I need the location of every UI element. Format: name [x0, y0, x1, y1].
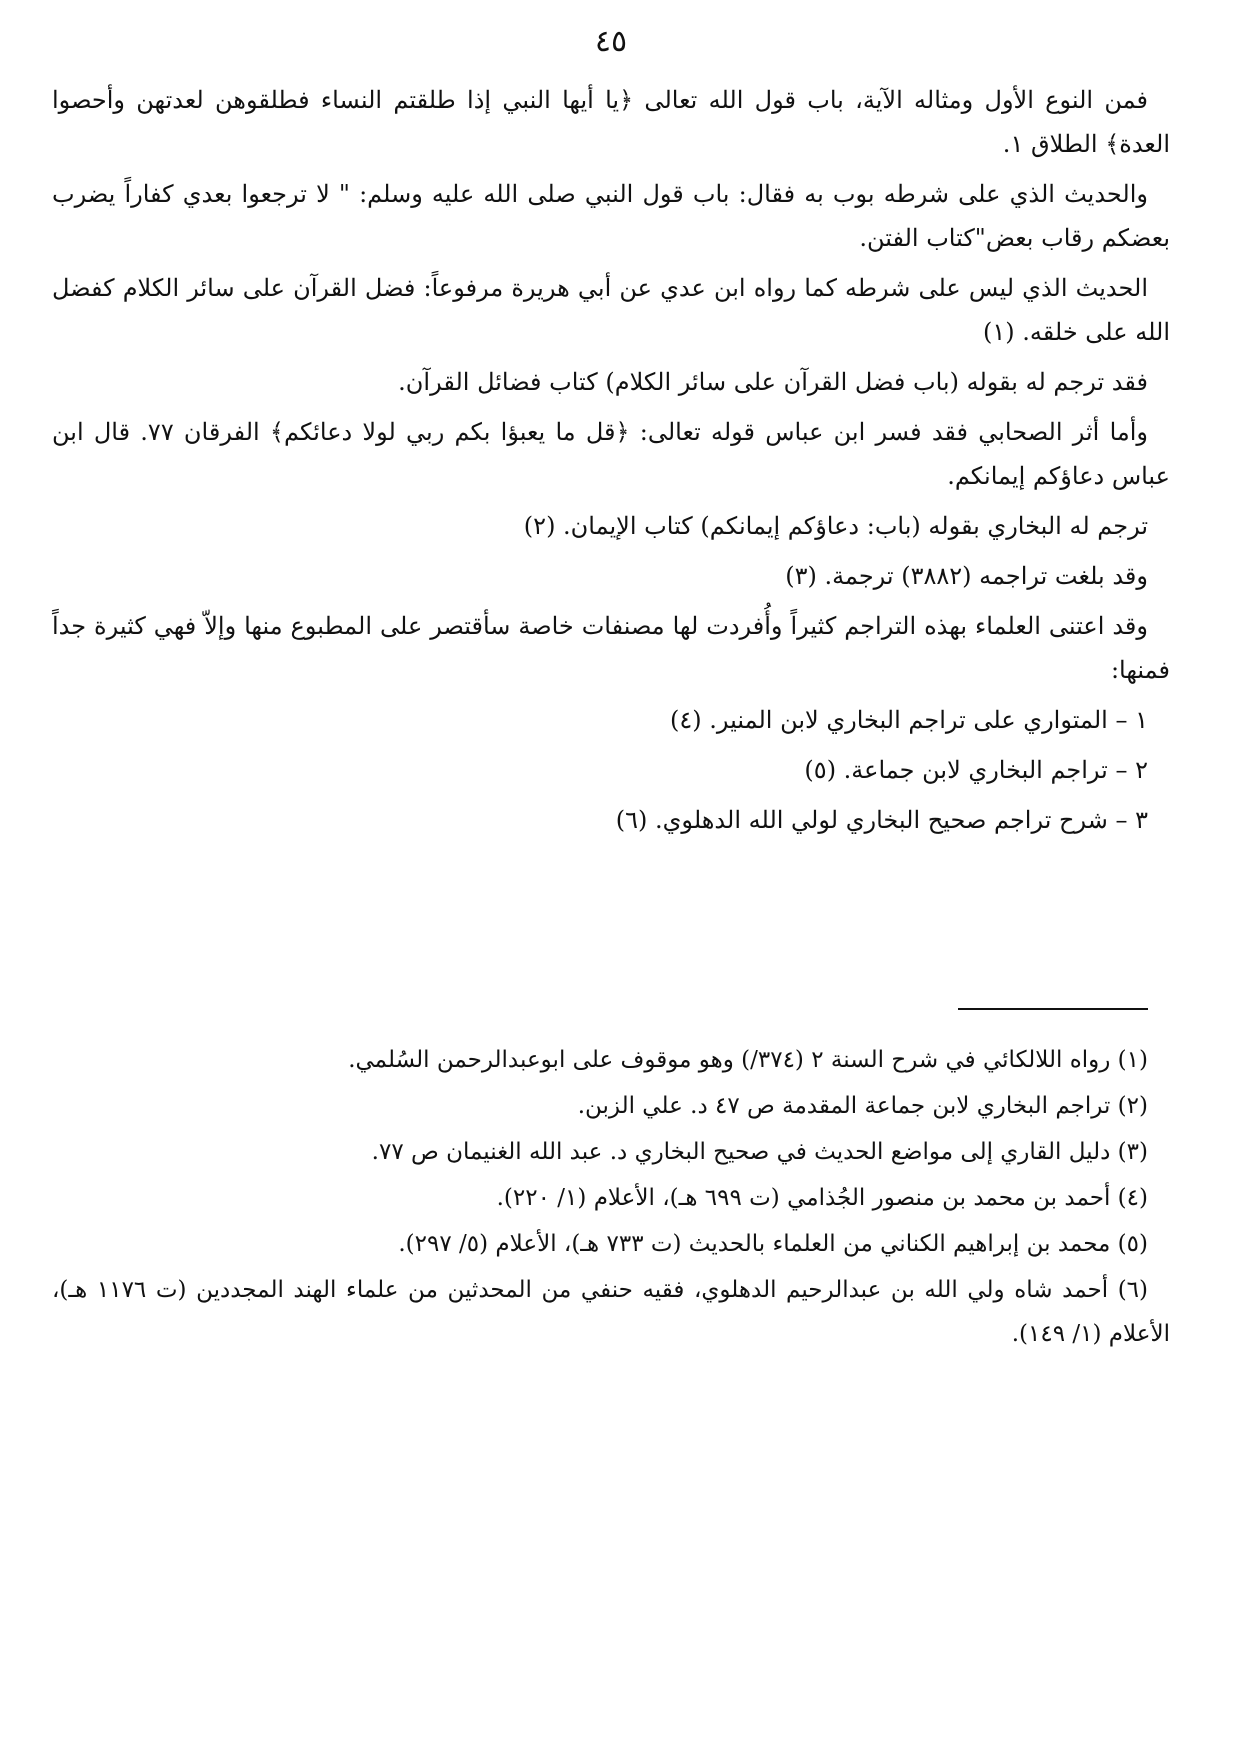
footnote: (٦) أحمد شاه ولي الله بن عبدالرحيم الدهلوي، فقيه حنفي من المحدثين من علماء الهند المجددين (ت ١١٧٦ هـ)، الأعلام (١/ ١٤٩). [52, 1277, 1170, 1347]
list-item: ٣ – شرح تراجم صحيح البخاري لولي الله الدهلوي. (٦) [615, 806, 1148, 834]
paragraph: وأما أثر الصحابي فقد فسر ابن عباس قوله تعالى: ﴿قل ما يعبؤا بكم ربي لولا دعائكم﴾ الفرقان ٧٧. قال ابن عباس دعاؤكم إيمانكم. [52, 418, 1170, 490]
footnote: (٢) تراجم البخاري لابن جماعة المقدمة ص ٤٧ د. علي الزبن. [577, 1093, 1148, 1119]
footnote: (٤) أحمد بن محمد بن منصور الجُذامي (ت ٦٩٩ هـ)، الأعلام (١/ ٢٢٠). [496, 1185, 1148, 1211]
list-item: ٢ – تراجم البخاري لابن جماعة. (٥) [804, 756, 1148, 784]
paragraph: فمن النوع الأول ومثاله الآية، باب قول الله تعالى ﴿يا أيها النبي إذا طلقتم النساء فطلقوهن لعدتهن وأحصوا العدة﴾ الطلاق ١. [52, 86, 1170, 158]
list-item: ١ – المتواري على تراجم البخاري لابن المنير. (٤) [669, 706, 1148, 734]
paragraph: الحديث الذي ليس على شرطه كما رواه ابن عدي عن أبي هريرة مرفوعاً: فضل القرآن على سائر الكلام كفضل الله على خلقه. (١) [52, 274, 1170, 346]
footnote: (٥) محمد بن إبراهيم الكناني من العلماء بالحديث (ت ٧٣٣ هـ)، الأعلام (٥/ ٢٩٧). [398, 1231, 1148, 1257]
footnote: (١) رواه اللالكائي في شرح السنة ٢ (٣٧٤/) وهو موقوف على ابوعبدالرحمن السُلمي. [348, 1047, 1148, 1073]
paragraph: فقد ترجم له بقوله (باب فضل القرآن على سائر الكلام) كتاب فضائل القرآن. [398, 368, 1148, 396]
paragraph: ترجم له البخاري بقوله (باب: دعاؤكم إيمانكم) كتاب الإيمان. (٢) [523, 512, 1148, 540]
paragraph: وقد بلغت تراجمه (٣٨٨٢) ترجمة. (٣) [785, 562, 1148, 590]
footnote-separator [958, 1008, 1148, 1010]
paragraph: والحديث الذي على شرطه بوب به فقال: باب قول النبي صلى الله عليه وسلم: " لا ترجعوا بعدي كفاراً يضرب بعضكم رقاب بعض"كتاب الفتن. [52, 180, 1170, 252]
main-text [52, 78, 1170, 848]
paragraph: وقد اعتنى العلماء بهذه التراجم كثيراً وأُفردت لها مصنفات خاصة سأقتصر على المطبوع منها وإلاّ فهي كثيرة جداً فمنها: [52, 612, 1170, 684]
document-page [52, 0, 1170, 1754]
footnotes [52, 1038, 1170, 1358]
page-number: ٤٥ [594, 24, 628, 59]
footnote: (٣) دليل القاري إلى مواضع الحديث في صحيح البخاري د. عبد الله الغنيمان ص ٧٧. [371, 1139, 1148, 1165]
